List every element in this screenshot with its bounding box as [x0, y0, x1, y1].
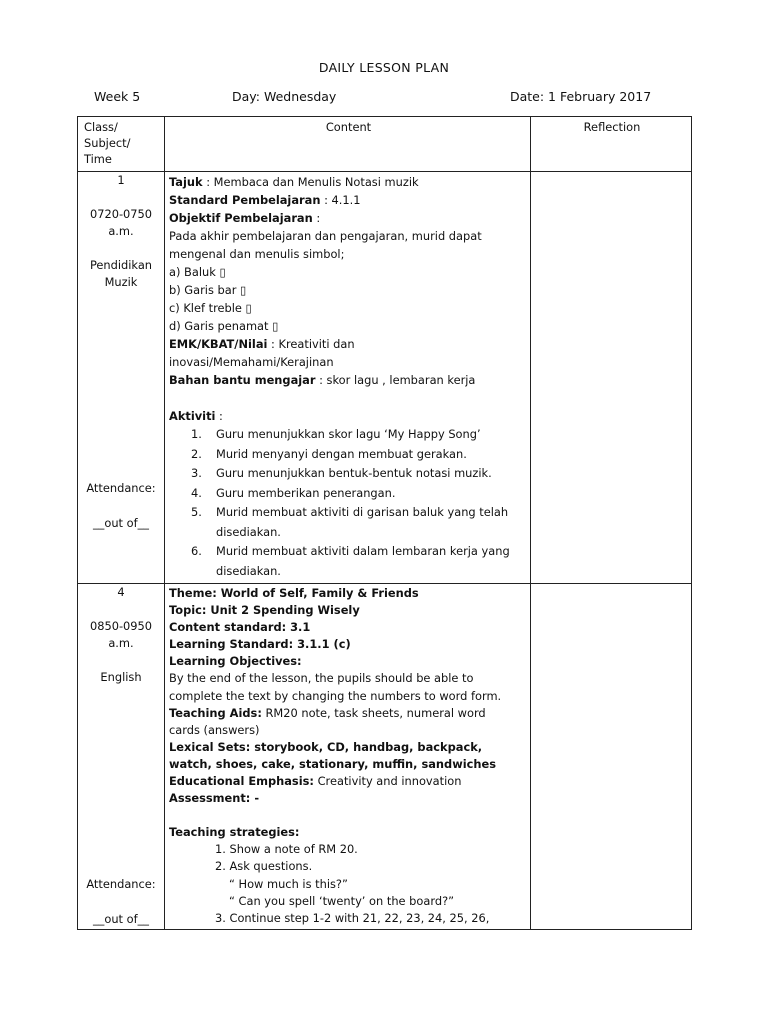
subject-name: Pendidikan — [89, 258, 153, 272]
list-item: 3. Guru menunjukkan bentuk-bentuk notasi muzik. — [191, 466, 492, 480]
week-label: Week 5 — [94, 89, 141, 104]
standard-line: Standard Pembelajaran : 4.1.1 — [169, 193, 361, 207]
list-item: 2. Murid menyanyi dengan membuat gerakan. — [191, 446, 467, 461]
row2-content-cell: Theme: World of Self, Family & Friends Topic: Unit 2 Spending Wisely Content standard: 3.1 Learning Standard: 3.1.1 (c) Learning Objectives: By the end of the lesson, the pupils should be able to complete the text by changing the numbers to word form. Teaching Aids: RM20 note, task sheets, numeral word cards (answers) Lexical Sets: storybook, CD, handbag, backpack, watch, shoes, cake, stationary, muffin, sandwiches Educational Emphasis: Creativity and innovation Assessment: - Teaching strategies: 1. Show a note of RM 20. 2. Ask questions. “ How much is this?” “ Can you spell ‘twenty’ on the board?” 3. Continue step 1-2 with 21, 22, 23, 24, 25, 26, — [165, 584, 531, 930]
theme-line: Theme: World of Self, Family & Friends — [169, 586, 419, 600]
document-title: DAILY LESSON PLAN — [318, 60, 450, 75]
list-item: 6. Murid membuat aktiviti dalam lembaran kerja yang disediakan. — [191, 544, 510, 578]
educational-emphasis-line: Educational Emphasis: Creativity and innovation — [169, 774, 462, 789]
day-label: Day: Wednesday — [232, 89, 337, 104]
row2-class-cell: 4 0850-0950 a.m. English Attendance: __out of__ — [78, 584, 165, 930]
row2-reflection-cell — [531, 584, 692, 930]
time-range: 0850-0950 — [89, 619, 153, 633]
content-standard-line: Content standard: 3.1 — [169, 620, 311, 635]
attendance-label: Attendance: — [86, 877, 156, 891]
teaching-aids-line: Teaching Aids: RM20 note, task sheets, numeral word — [169, 705, 486, 720]
bahan-line: Bahan bantu mengajar : skor lagu , lembaran kerja — [169, 373, 476, 387]
attendance-count: __out of__ — [92, 912, 150, 926]
attendance-count: __out of__ — [92, 516, 150, 530]
row1-reflection-cell — [531, 172, 692, 584]
lesson-plan-table — [77, 116, 692, 930]
class-number: 1 — [117, 173, 125, 187]
header-content: Content — [165, 117, 531, 172]
list-item: a) Baluk ▯ — [169, 265, 226, 279]
activity-list — [169, 425, 526, 581]
header-reflection: Reflection — [531, 117, 692, 172]
lexical-sets-line: Lexical Sets: storybook, CD, handbag, backpack, — [169, 739, 483, 754]
list-item: 3. Continue step 1-2 with 21, 22, 23, 24, 25, 26, — [215, 910, 490, 925]
tajuk-line: Tajuk : Membaca dan Menulis Notasi muzik — [169, 175, 419, 189]
assessment-line: Assessment: - — [169, 791, 260, 806]
list-item: “ How much is this?” — [229, 876, 348, 891]
list-item: c) Klef treble ▯ — [169, 301, 252, 315]
table-header-row — [78, 117, 692, 172]
list-item: d) Garis penamat ▯ — [169, 319, 279, 333]
time-range: 0720-0750 — [89, 207, 153, 221]
objektif-line: Objektif Pembelajaran : — [169, 211, 321, 225]
row1-content-cell: Tajuk : Membaca dan Menulis Notasi muzik Standard Pembelajaran : 4.1.1 Objektif Pembelajaran : Pada akhir pembelajaran dan pengajaran, murid dapat mengenal dan menulis simbol; a) Baluk ▯ b) Garis bar ▯ c) Klef treble ▯ d) Garis penamat ▯ EMK/KBAT/Nilai : Kreativiti dan inovasi/Memahami/Kerajinan Bahan bantu mengajar : skor lagu , lembaran kerja Aktiviti : 1. Guru menunjukkan skor lagu ‘My Happy Song’ 2. Murid menyanyi dengan membuat gerakan. 3. Guru menunjukkan bentuk-bentuk notasi muzik. 4. Guru memberikan penerangan. 5. Murid membuat aktiviti di garisan baluk yang telah disediakan. 6. Murid membuat aktiviti dalam lembaran kerja yang disediakan. — [165, 172, 531, 584]
list-item: “ Can you spell ‘twenty’ on the board?” — [229, 893, 455, 908]
attendance-label: Attendance: — [86, 481, 156, 495]
table-row — [78, 172, 692, 584]
list-item: 1. Show a note of RM 20. — [215, 842, 358, 857]
list-item: 5. Murid membuat aktiviti di garisan baluk yang telah disediakan. — [191, 505, 509, 539]
date-label: Date: 1 February 2017 — [510, 89, 652, 104]
topic-line: Topic: Unit 2 Spending Wisely — [169, 603, 360, 618]
list-item: 1. Guru menunjukkan skor lagu ‘My Happy Song’ — [191, 427, 481, 441]
table-row — [78, 584, 692, 930]
aktiviti-heading: Aktiviti : — [169, 409, 223, 423]
header-class-subject-time: Class/ Subject/ Time — [78, 117, 165, 172]
teaching-strategies-heading: Teaching strategies: — [169, 825, 300, 840]
learning-standard-line: Learning Standard: 3.1.1 (c) — [169, 637, 351, 652]
class-number: 4 — [117, 585, 125, 599]
emk-line: EMK/KBAT/Nilai : Kreativiti dan — [169, 337, 355, 351]
list-item: 2. Ask questions. — [215, 859, 313, 874]
row1-class-cell: 1 0720-0750 a.m. Pendidikan Muzik Attendance: __out of__ — [78, 172, 165, 584]
list-item: 4. Guru memberikan penerangan. — [191, 485, 396, 500]
list-item: b) Garis bar ▯ — [169, 283, 247, 297]
learning-objectives-heading: Learning Objectives: — [169, 654, 302, 669]
subject-name: English — [100, 670, 142, 684]
